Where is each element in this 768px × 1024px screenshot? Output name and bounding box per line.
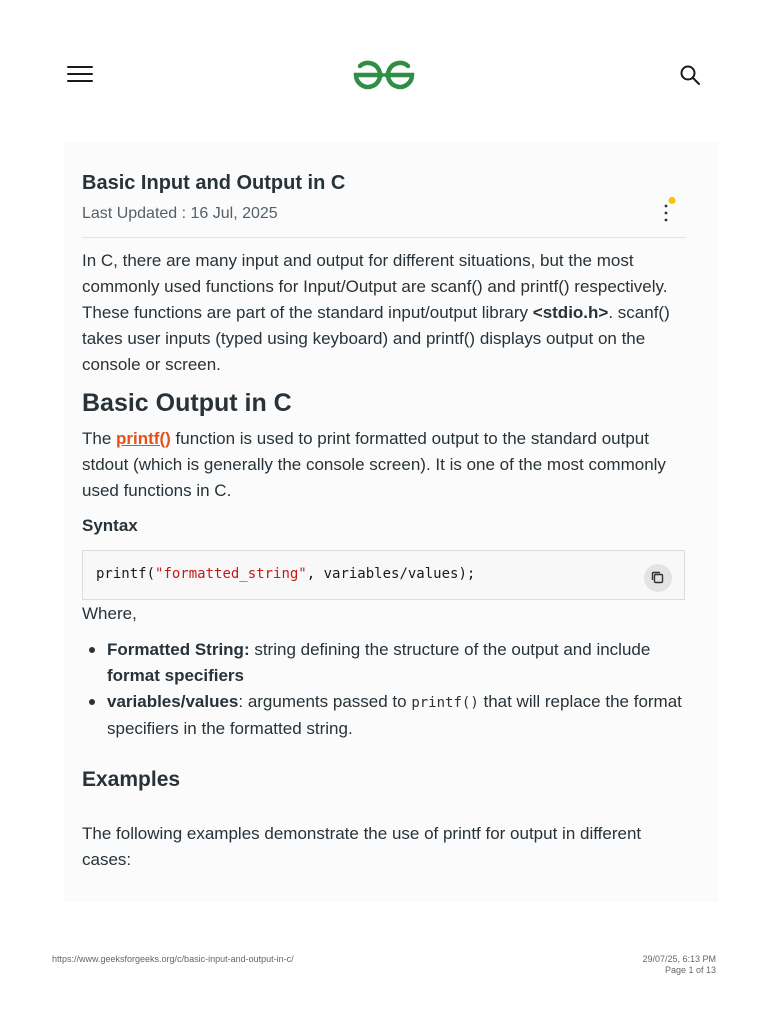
footer-url: https://www.geeksforgeeks.org/c/basic-input-and-output-in-c/ [52, 954, 294, 964]
copy-icon[interactable] [644, 564, 672, 592]
footer-datetime: 29/07/25, 6:13 PM [642, 954, 716, 964]
examples-heading: Examples [82, 768, 181, 791]
list-item: variables/values: arguments passed to printf() that will replace the format specifiers in the formatted string. [82, 689, 692, 742]
intro-paragraph: In C, there are many input and output for different situations, but the most commonly used functions for Input/Output are scanf() and printf() respectively. These functions are part of the standard input/output library <stdio.h>. scanf() takes user inputs (typed using keyboard) and printf() displays output on the console or screen. [82, 251, 670, 374]
title-divider [82, 237, 686, 238]
footer-meta [642, 954, 716, 976]
definitions-list [82, 637, 692, 742]
site-header [0, 0, 768, 150]
hamburger-menu-icon[interactable] [67, 66, 93, 84]
geeksforgeeks-logo-icon[interactable] [352, 58, 416, 90]
code-line: printf("formatted_string", variables/values); [96, 566, 476, 582]
output-paragraph: The printf() function is used to print formatted output to the standard output stdout (which is generally the console screen). It is one of the most commonly used functions in C. [82, 429, 666, 500]
code-block [82, 550, 685, 600]
list-item: Formatted String: string defining the structure of the output and include format specifiers [82, 637, 692, 689]
examples-paragraph: The following examples demonstrate the use of printf for output in different cases: [82, 824, 642, 869]
syntax-heading: Syntax [82, 516, 138, 535]
where-text: Where, [82, 604, 137, 623]
printf-link[interactable]: printf() [116, 429, 171, 448]
more-options-icon[interactable] [658, 196, 678, 226]
stdio-header: <stdio.h> [532, 303, 609, 322]
section-heading: Basic Output in C [82, 389, 292, 417]
footer-page-number: Page 1 of 13 [664, 965, 716, 975]
search-icon[interactable] [679, 64, 701, 86]
article-title: Basic Input and Output in C [82, 172, 346, 194]
last-updated: Last Updated : 16 Jul, 2025 [82, 205, 278, 222]
